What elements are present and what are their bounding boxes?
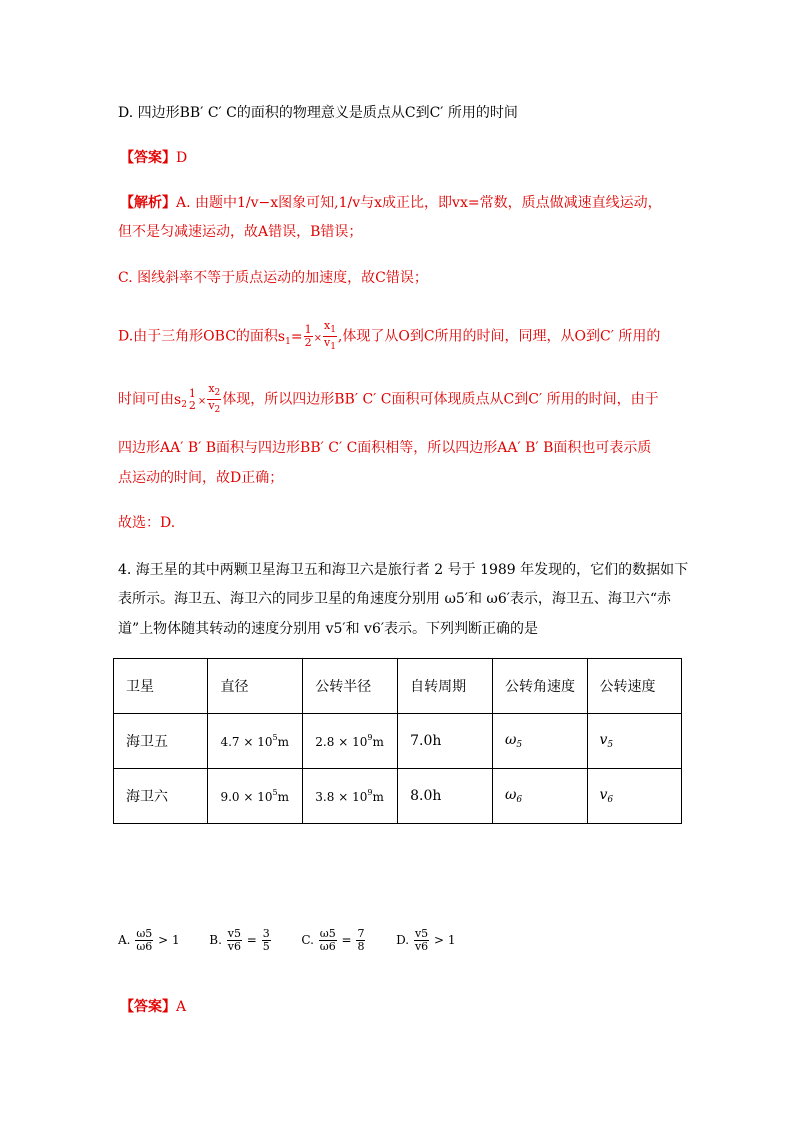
satellite-table <box>113 658 682 824</box>
frac-x2v2 <box>207 383 221 416</box>
frac-x1 <box>323 320 337 337</box>
cell-omega <box>492 714 587 769</box>
option-b-rel: = <box>246 933 257 947</box>
option-b-den: v6 <box>227 940 241 953</box>
option-c[interactable] <box>301 927 366 953</box>
option-d-frac <box>414 928 429 953</box>
cell-omega <box>492 769 587 824</box>
q4-line-2: 表所示。海卫五、海卫六的同步卫星的角速度分别用 ω5′和 ω6′表示，海卫五、海卫六“赤 <box>118 591 672 607</box>
option-c-rel: = <box>341 933 352 947</box>
analysis-text-1: A. 由题中1/v−x图象可知,1/v与x成正比，即vx=常数，质点做减速直线运动， <box>176 195 662 211</box>
answer-label-2: 【答案】 <box>120 999 176 1015</box>
analysis-label: 【解析】 <box>120 195 176 211</box>
options-row <box>118 928 456 953</box>
option-d-num: v5 <box>414 927 429 940</box>
s1-sub: 1 <box>285 336 291 347</box>
times-1: × <box>313 332 322 344</box>
cell-diameter <box>208 769 303 824</box>
omega-sub: 6 <box>516 795 523 805</box>
d-unit: m <box>277 735 289 749</box>
q4-line-3: 道”上物体随其转动的速度分别用 v5′和 v6′表示。下列判断正确的是 <box>118 621 539 637</box>
answer-value-2: A <box>176 999 187 1015</box>
analysis-line-2: 但不是匀减速运动，故A错误，B错误； <box>118 224 363 240</box>
frac-half-num: 1 <box>304 323 312 336</box>
option-b[interactable] <box>209 927 271 953</box>
analysis-line-4 <box>118 320 660 358</box>
v-sym: v <box>599 732 608 748</box>
r-mant: 3.8 × 10 <box>315 790 368 804</box>
option-d-rel: > 1 <box>433 933 456 947</box>
s1-symbol: s <box>277 328 286 345</box>
v-sym: v <box>599 787 608 803</box>
cell-period: 8.0h <box>398 769 493 824</box>
x2: x <box>208 382 215 395</box>
times-2: × <box>197 395 207 407</box>
option-b-label: B. <box>209 933 222 947</box>
v-sub: 5 <box>607 740 614 750</box>
s2-sub: 2 <box>181 399 187 410</box>
formula-s1 <box>277 319 338 352</box>
omega-sub: 5 <box>516 740 523 750</box>
v1: v <box>323 336 331 349</box>
frac-v1 <box>323 337 337 353</box>
r-unit: m <box>372 790 384 804</box>
option-b-frac <box>227 928 242 953</box>
r-exp: 9 <box>367 788 373 797</box>
option-d-label: D. <box>396 933 410 947</box>
answer-2 <box>120 997 186 1017</box>
cell-diameter <box>208 714 303 769</box>
analysis-text-5a: 时间可由 <box>118 391 174 408</box>
s2-symbol: s <box>174 391 182 408</box>
frac-x1v1 <box>323 320 337 353</box>
x1-sub: 1 <box>330 325 336 335</box>
option-b-num: v5 <box>227 927 241 940</box>
cell-v <box>587 714 682 769</box>
option-a-den: ω6 <box>136 940 153 953</box>
analysis-line-6: 四边形AA′ B′ B面积与四边形BB′ C′ C面积相等，所以四边形AA′ B′ B面积也可表示质 <box>118 440 652 456</box>
v1-sub: 1 <box>330 342 336 352</box>
analysis-line-1 <box>120 193 662 213</box>
analysis-line-3: C. 图线斜率不等于质点运动的加速度，故C错误； <box>118 270 428 286</box>
d-mant: 9.0 × 10 <box>220 790 273 804</box>
omega-sym: ω <box>504 787 517 803</box>
option-d-den: v6 <box>414 940 429 953</box>
answer-label: 【答案】 <box>120 150 176 166</box>
v2-sub: 2 <box>214 405 221 415</box>
option-a-frac <box>135 928 153 953</box>
cell-name: 海卫五 <box>114 714 208 769</box>
option-c-num: ω5 <box>319 927 336 940</box>
d-unit: m <box>277 790 289 804</box>
cell-v <box>587 769 682 824</box>
analysis-text-4b: ,体现了从O到C所用的时间，同理，从O到C′ 所用的 <box>337 328 661 345</box>
analysis-text-5b: 体现，所以四边形BB′ C′ C面积可体现质点从C到C′ 所用的时间，由于 <box>222 391 659 408</box>
th-period: 自转周期 <box>398 659 493 714</box>
x1: x <box>323 319 331 332</box>
cell-name: 海卫六 <box>114 769 208 824</box>
r-unit: m <box>372 735 384 749</box>
option-a-rel: > 1 <box>158 933 180 947</box>
frac-half-den: 2 <box>304 336 312 349</box>
r-mant: 2.8 × 10 <box>315 735 368 749</box>
option-d[interactable] <box>396 927 456 953</box>
table-row <box>114 769 682 824</box>
option-b-rden: 5 <box>262 940 270 953</box>
option-a-num: ω5 <box>136 927 153 940</box>
frac-half-2-num: 1 <box>188 386 196 400</box>
th-diameter: 直径 <box>208 659 303 714</box>
x2-sub: 2 <box>214 388 221 398</box>
option-c-rden: 8 <box>357 940 365 953</box>
frac-v2 <box>207 400 221 416</box>
option-a-label: A. <box>118 933 131 947</box>
option-c-rnum: 7 <box>357 927 365 940</box>
frac-half-2-den: 2 <box>188 398 196 412</box>
option-a[interactable] <box>118 927 180 953</box>
cell-radius <box>303 714 398 769</box>
cell-period: 7.0h <box>398 714 493 769</box>
omega-sym: ω <box>504 732 517 748</box>
th-radius: 公转半径 <box>303 659 398 714</box>
frac-x2 <box>207 383 221 400</box>
frac-half <box>304 324 313 349</box>
answer-1 <box>120 148 187 168</box>
table-header-row <box>114 659 682 714</box>
option-c-label: C. <box>301 933 314 947</box>
answer-value: D <box>176 150 188 166</box>
option-b-rfrac <box>262 928 271 953</box>
frac-half-2 <box>188 388 197 412</box>
s1-eq: = <box>290 328 303 345</box>
formula-s2 <box>174 382 222 415</box>
d-exp: 5 <box>272 788 278 797</box>
cell-radius <box>303 769 398 824</box>
analysis-line-5 <box>118 383 659 421</box>
r-exp: 9 <box>367 733 373 742</box>
q4-line-1: 4. 海王星的其中两颗卫星海卫五和海卫六是旅行者 2 号于 1989 年发现的，它们的数据如下 <box>118 562 689 578</box>
th-velocity: 公转速度 <box>587 659 682 714</box>
d-mant: 4.7 × 10 <box>220 735 273 749</box>
analysis-line-8: 故选：D. <box>118 515 176 531</box>
option-c-frac <box>319 928 337 953</box>
d-exp: 5 <box>272 733 278 742</box>
v-sub: 6 <box>607 795 614 805</box>
th-satellite: 卫星 <box>114 659 208 714</box>
analysis-text-4a: D.由于三角形OBC的面积 <box>118 328 278 345</box>
option-b-rnum: 3 <box>262 927 270 940</box>
analysis-line-7: 点运动的时间，故D正确； <box>118 470 284 486</box>
v2: v <box>208 399 215 412</box>
table-row <box>114 714 682 769</box>
option-d-text: D. 四边形BB′ C′ C的面积的物理意义是质点从C到C′ 所用的时间 <box>118 105 518 121</box>
option-c-den: ω6 <box>319 940 336 953</box>
option-c-rfrac <box>356 928 365 953</box>
th-angular-velocity: 公转角速度 <box>492 659 587 714</box>
